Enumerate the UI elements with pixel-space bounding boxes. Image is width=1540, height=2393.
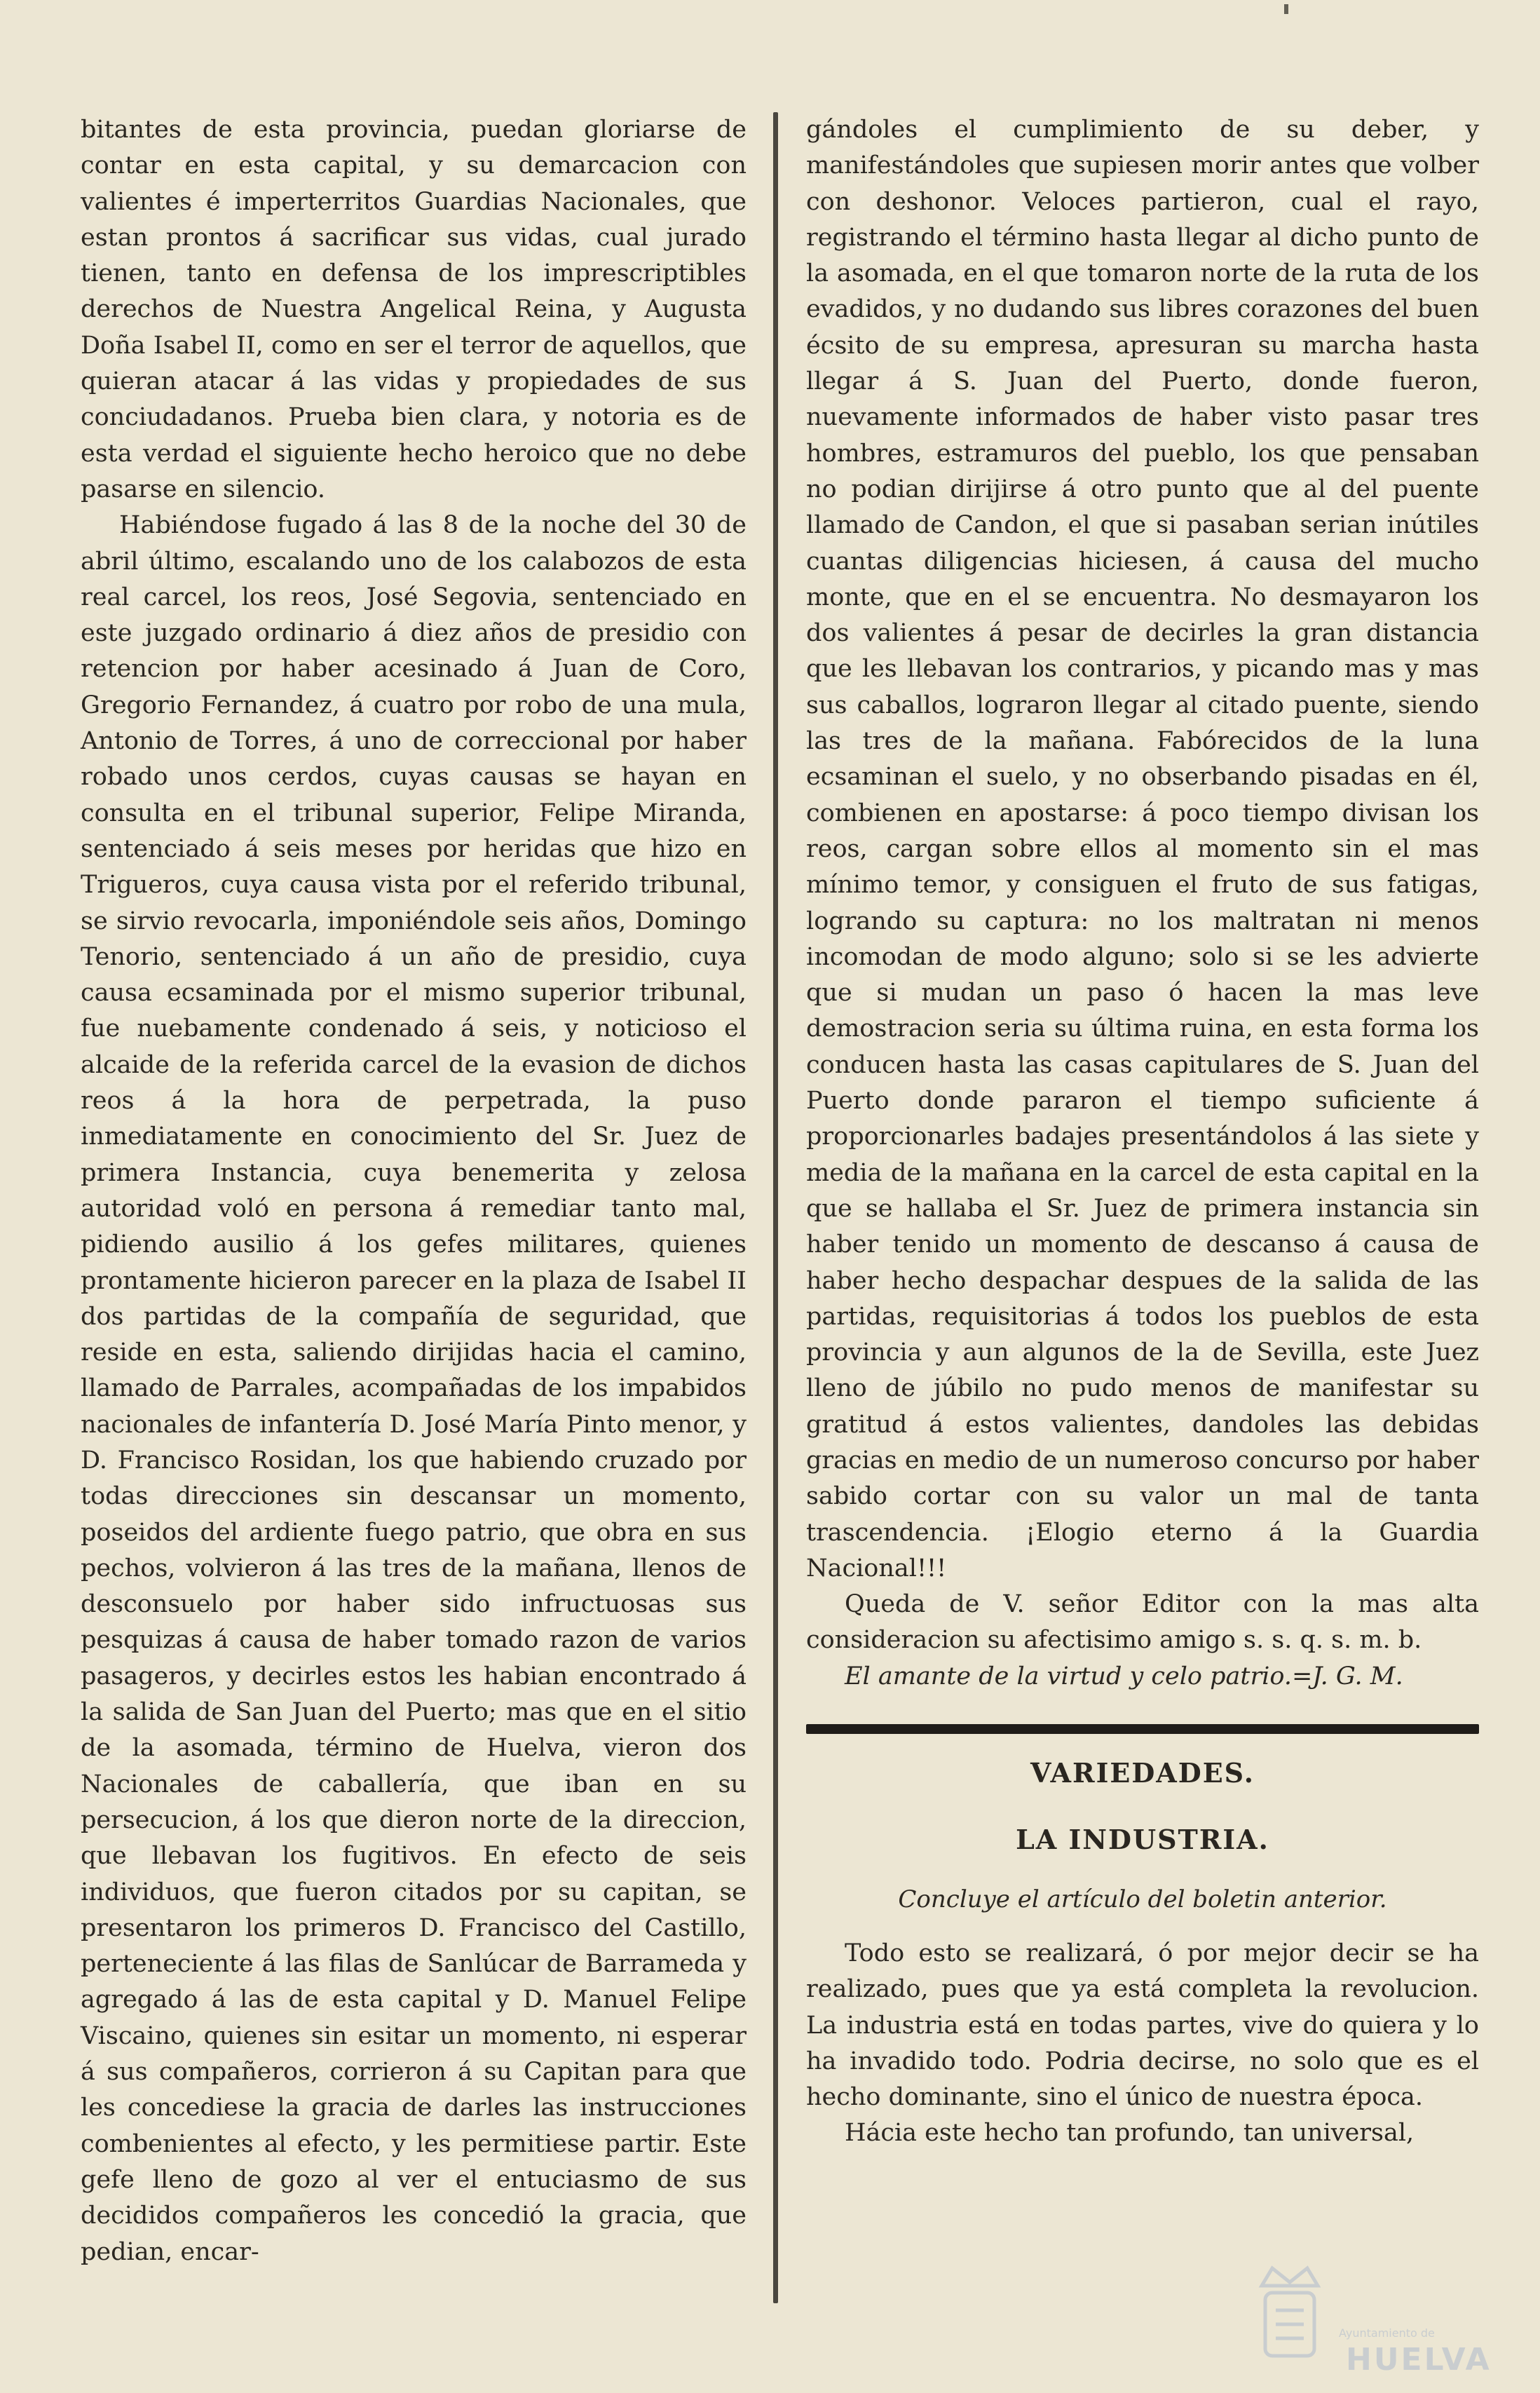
signature-line: El amante de la virtud y celo patrio.=J. G. M.	[845, 1662, 1403, 1690]
crown-shield-icon	[1248, 2258, 1332, 2377]
left-paragraph-2: Habiéndose fugado á las 8 de la noche del 30 de abril último, escalando uno de los calabozos de esta real carcel, los reos, José Segovia, sentenciado en este juzgado ordinario á diez años de presidio con retencion por haber acesinado á Juan de Coro, Gregorio Fernandez, á cuatro por robo de una mula, Antonio de Torres, á uno de correccional por haber robado unos cerdos, cuyas causas se hayan en consulta en el tribunal superior, Felipe Miranda, sentenciado á seis meses por heridas que hizo en Trigueros, cuya causa vista por el referido tribunal, se sirvio revocarla, imponiéndole seis años, Domingo Tenorio, sentenciado á un año de presidio, cuya causa ecsaminada por el mismo superior tribunal, fue nuebamente condenado á seis, y noticioso el alcaide de la referida carcel de la evasion de dichos reos á la hora de perpetrada, la puso inmediatamente en conocimiento del Sr. Juez de primera Instancia, cuya benemerita y zelosa autoridad voló en persona á remediar tanto mal, pidiendo ausilio á los gefes militares, quienes prontamente hicieron parecer en la plaza de Isabel II dos partidas de la compañía de seguridad, que reside en esta, saliendo dirijidas hacia el camino, llamado de Parrales, acompañadas de los impabidos nacionales de infantería D. José María Pinto menor, y D. Francisco Rosidan, los que habiendo cruzado por todas direcciones sin descansar un momento, poseidos del ardiente fuego patrio, que obra en sus pechos, volvieron á las tres de la mañana, llenos de desconsuelo por haber sido infructuosas sus pesquizas á causa de haber tomado razon de varios pasageros, y decirles estos les habian encontrado á la salida de San Juan del Puerto; mas que en el sitio de la asomada, término de Huelva, vieron dos Nacionales de caballería, que iban en su persecucion, á los que dieron norte de la direccion, que llebavan los fugitivos. En efecto de seis individuos, que fueron citados por su capitan, se presentaron los primeros D. Francisco del Castillo, perteneciente á las filas de Sanlúcar de Barrameda y agregado á las de esta capital y D. Manuel Felipe Viscaino, quienes sin esitar un momento, ni esperar á sus compañeros, corrieron á su Capitan para que les concediese la gracia de darles las instrucciones combenientes al efecto, y les permitiese partir. Este gefe lleno de gozo al ver el entuciasmo de sus decididos compañeros les concedió la gracia, que pedian, encar-	[81, 511, 747, 2266]
column-divider	[773, 112, 778, 2303]
left-column	[81, 112, 747, 2270]
archive-watermark	[1248, 2258, 1500, 2384]
right-paragraph-1: gándoles el cumplimiento de su deber, y manifestándoles que supiesen morir antes que volber con deshonor. Veloces partieron, cual el rayo, registrando el término hasta llegar al dicho punto de la asomada, en el que tomaron norte de la ruta de los evadidos, y no dudando sus libres corazones del buen écsito de su empresa, apresuran su marcha hasta llegar á S. Juan del Puerto, donde fueron, nuevamente informados de haber visto pasar tres hombres, estramuros del pueblo, los que pensaban no podian dirijirse á otro punto que al del puente llamado de Candon, el que si pasaban serian inútiles cuantas diligencias hiciesen, á causa del mucho monte, que en el se encuentra. No desmayaron los dos valientes á pesar de decirles la gran distancia que les llebavan los contrarios, y picando mas y mas sus caballos, lograron llegar al citado puente, siendo las tres de la mañana. Fabórecidos de la luna ecsaminan el suelo, y no obserbando pisadas en él, combienen en apostarse: á poco tiempo divisan los reos, cargan sobre ellos al momento sin el mas mínimo temor, y consiguen el fruto de sus fatigas, logrando su captura: no los maltratan ni menos incomodan de modo alguno; solo si se les advierte que si mudan un paso ó hacen la mas leve demostracion seria su última ruina, en esta forma los conducen hasta las casas capitulares de S. Juan del Puerto donde pararon el tiempo suficiente á proporcionarles badajes presentándolos á las siete y media de la mañana en la carcel de esta capital en la que se hallaba el Sr. Juez de primera instancia sin haber tenido un momento de descanso á causa de haber hecho despachar despues de la salida de las partidas, requisitorias á todos los pueblos de esta provincia y aun algunos de la de Sevilla, este Juez lleno de júbilo no pudo menos de manifestar su gratitud á estos valientes, dandoles las debidas gracias en medio de un numeroso concurso por haber sabido cortar con su valor un mal de tanta trascendencia. ¡Elogio eterno á la Guardia Nacional!!!	[806, 116, 1479, 1582]
left-paragraph-1: bitantes de esta provincia, puedan gloriarse de contar en esta capital, y su demarcacion con valientes é imperterritos Guardias Nacionales, que estan prontos á sacrificar sus vidas, cual jurado tienen, tanto en defensa de los imprescriptibles derechos de Nuestra Angelical Reina, y Augusta Doña Isabel II, como en ser el terror de aquellos, que quieran atacar á las vidas y propiedades de sus conciudadanos. Prueba bien clara, y notoria es de esta verdad el siguiente hecho heroico que no debe pasarse en silencio.	[81, 116, 747, 503]
section-divider	[806, 1724, 1479, 1734]
article-subtitle: Concluye el artículo del boletin anterior.	[898, 1885, 1387, 1913]
article-paragraph-2: Hácia este hecho tan profundo, tan universal,	[845, 2119, 1415, 2148]
article-paragraph-1: Todo esto se realizará, ó por mejor decir se ha realizado, pues que ya está completa la revolucion. La industria está en todas partes, vive do quiera y lo ha invadido todo. Podria decirse, no solo que es el hecho dominante, sino el único de nuestra época.	[806, 1939, 1479, 2112]
page-edge-mark	[1284, 4, 1288, 14]
watermark-sublabel: Ayuntamiento de	[1339, 2326, 1435, 2340]
section-title: VARIEDADES.	[1030, 1757, 1255, 1789]
article-title: LA INDUSTRIA.	[1016, 1824, 1269, 1856]
closing-paragraph: Queda de V. señor Editor con la mas alta consideracion su afectisimo amigo s. s. q. s. m. b.	[806, 1590, 1479, 1655]
right-column	[806, 112, 1479, 2152]
watermark-label: HUELVA	[1346, 2342, 1492, 2378]
